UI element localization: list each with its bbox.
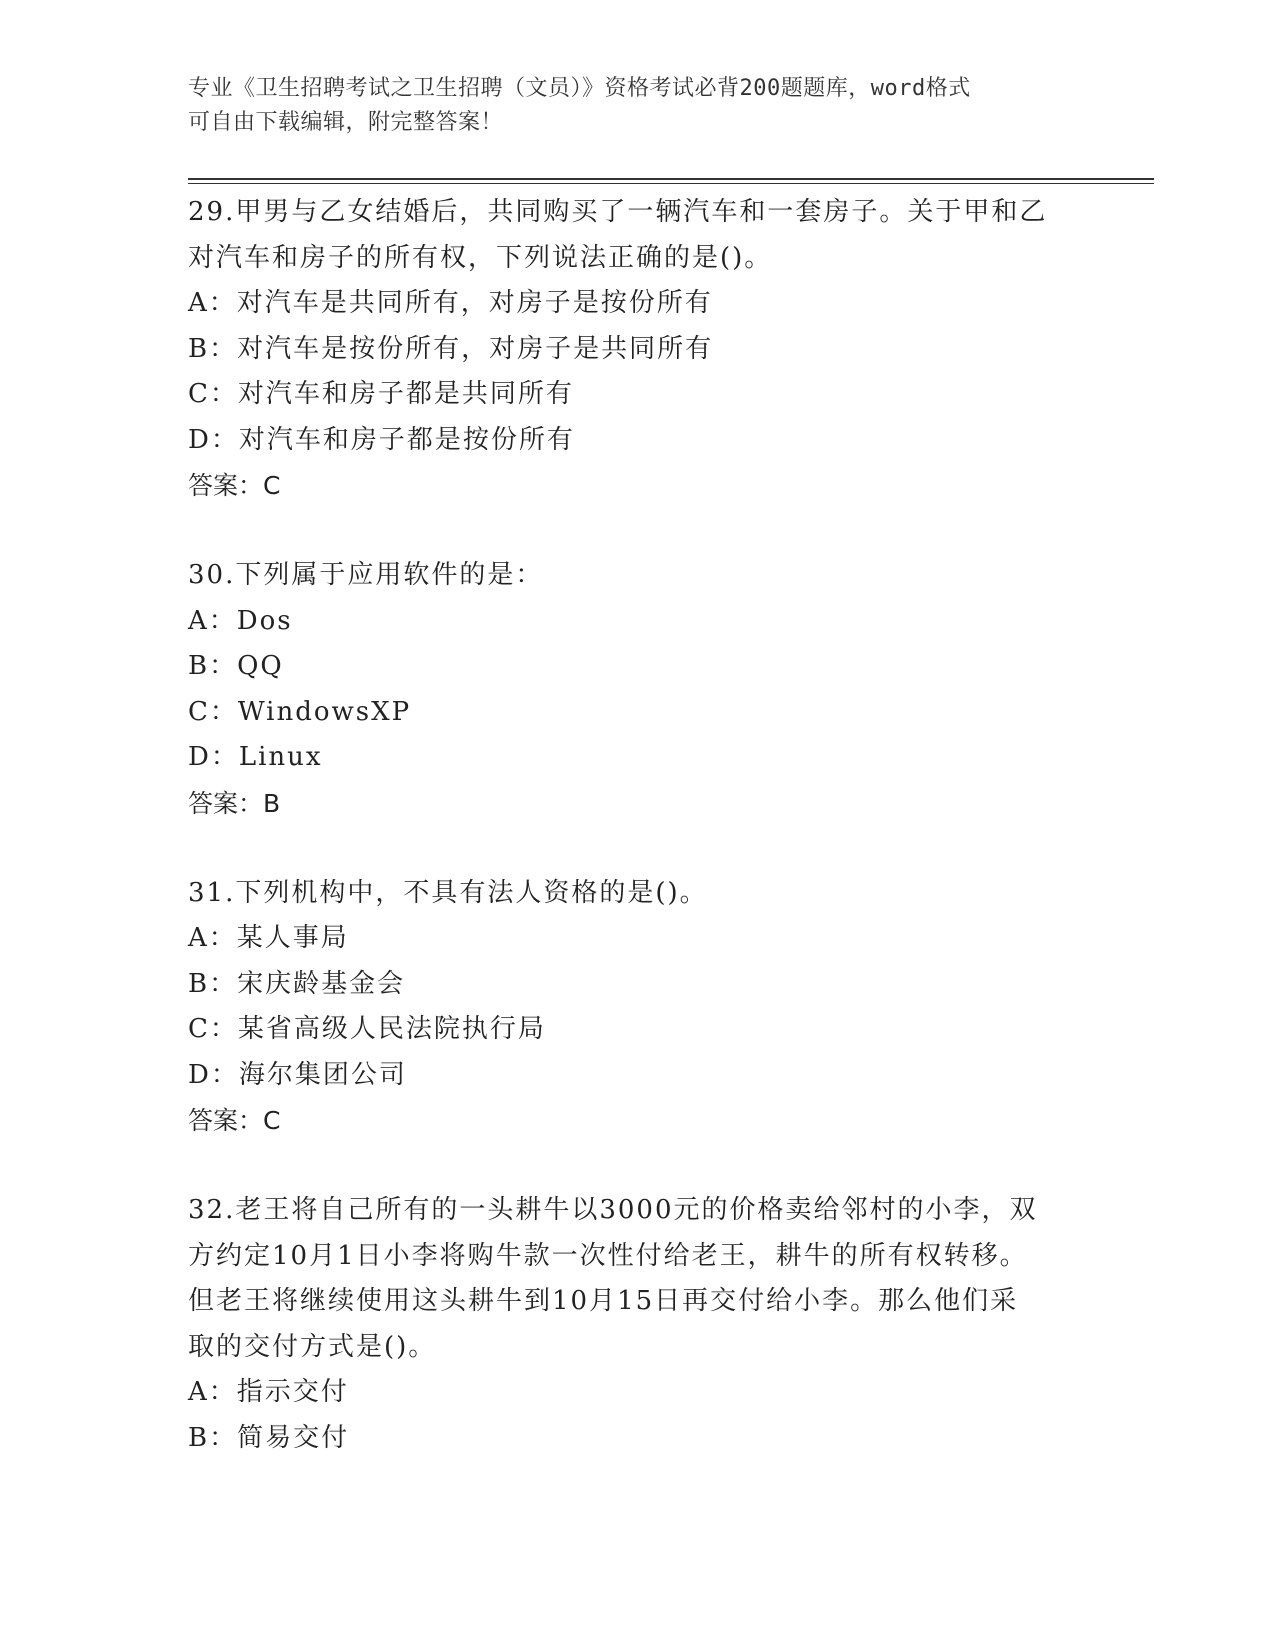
answer: 答案：C [188, 471, 281, 500]
question-text: 但老王将继续使用这头耕牛到10月15日再交付给小李。那么他们采 [188, 1286, 1019, 1316]
option-b: B：简易交付 [188, 1422, 350, 1453]
option-a: A：Dos [188, 605, 293, 636]
option-d: D：Linux [188, 742, 323, 772]
answer: 答案：C [188, 1106, 281, 1135]
question-text: 方约定10月1日小李将购牛款一次性付给老王，耕牛的所有权转移。 [188, 1240, 1028, 1271]
question-31 [188, 871, 1088, 1144]
option-b: B：宋庆龄基金会 [188, 968, 406, 999]
question-text: 对汽车和房子的所有权，下列说法正确的是()。 [188, 242, 773, 273]
option-c: C：WindowsXP [188, 696, 412, 727]
question-text: 取的交付方式是()。 [188, 1331, 437, 1362]
answer: 答案：B [188, 788, 281, 818]
option-b: B：对汽车是按份所有，对房子是共同所有 [188, 333, 714, 364]
question-list [188, 190, 1088, 1506]
option-a: A：某人事局 [188, 923, 349, 953]
option-c: C：某省高级人民法院执行局 [188, 1014, 546, 1044]
question-text: 31.下列机构中，不具有法人资格的是()。 [188, 877, 708, 908]
document-header [188, 72, 1088, 140]
header-line-1: 专业《卫生招聘考试之卫生招聘（文员）》资格考试必背200题题库，word格式 [188, 76, 971, 101]
header-divider-thin [188, 183, 1154, 184]
header-divider-thick [188, 178, 1154, 180]
question-30 [188, 553, 1088, 826]
option-a: A：指示交付 [188, 1377, 349, 1407]
question-32 [188, 1188, 1088, 1461]
option-b: B：QQ [188, 651, 284, 681]
header-line-2: 可自由下载编辑，附完整答案！ [188, 110, 504, 135]
question-text: 30.下列属于应用软件的是： [188, 560, 544, 590]
option-a: A：对汽车是共同所有，对房子是按份所有 [188, 288, 713, 318]
option-d: D：海尔集团公司 [188, 1059, 407, 1090]
question-29 [188, 190, 1088, 508]
question-text: 29.甲男与乙女结婚后，共同购买了一辆汽车和一套房子。关于甲和乙 [188, 197, 1048, 227]
question-text: 32.老王将自己所有的一头耕牛以3000元的价格卖给邻村的小李，双 [188, 1195, 1038, 1225]
option-c: C：对汽车和房子都是共同所有 [188, 379, 574, 409]
option-d: D：对汽车和房子都是按份所有 [188, 424, 575, 455]
